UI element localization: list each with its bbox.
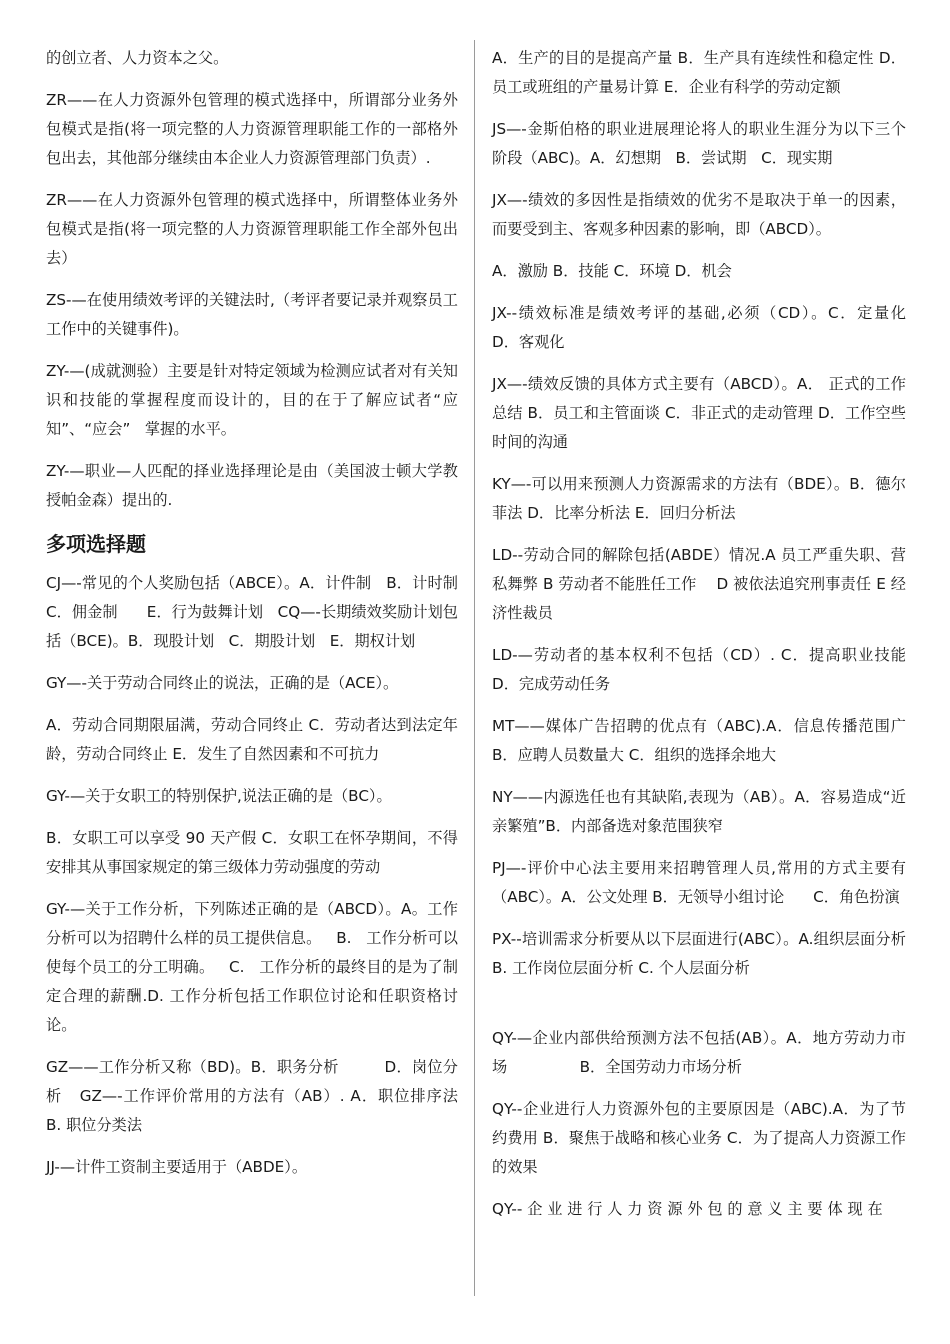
paragraph: JX—-绩效反馈的具体方式主要有（ABCD）。A． 正式的工作总结 B．员工和主管面谈 C．非正式的走动管理 D．工作空些时间的沟通 [492, 375, 906, 451]
paragraph: MT——媒体广告招聘的优点有（ABC).A．信息传播范围广 B．应聘人员数量大 C．组织的选择余地大 [492, 717, 921, 764]
blank-line [492, 996, 906, 1024]
paragraph: ZS-—在使用绩效考评的关键法时,（考评者要记录并观察员工工作中的关键事件)。 [46, 291, 458, 338]
paragraph: PX--培训需求分析要从以下层面进行(ABC）。A.组织层面分析 B. 工作岗位层面分析 C. 个人层面分析 [492, 930, 935, 977]
paragraph: ZY-—(成就测验）主要是针对特定领域为检测应试者对有关知识和技能的掌握程度而设计的，目的在于了解应试者“应知”、“应会” 掌握的水平。 [46, 362, 458, 438]
paragraph: CJ—-常见的个人奖励包括（ABCE）。A．计件制 B．计时制 C．佣金制 E．行为鼓舞计划 CQ—-长期绩效奖励计划包括（BCE)。B．现股计划 C．期股计划 E．期权计划 [46, 574, 463, 650]
paragraph: ZY-—职业—人匹配的择业选择理论是由（美国波士顿大学教授帕金森）提出的. [46, 462, 458, 509]
paragraph: ZR——在人力资源外包管理的模式选择中，所谓整体业务外包模式是指(将一项完整的人力资源管理职能工作全部外包出去） [46, 191, 458, 267]
paragraph: KY—-可以用来预测人力资源需求的方法有（BDE）。B．德尔菲法 D．比率分析法 E．回归分析法 [492, 475, 906, 522]
paragraph: LD-—劳动者的基本权利不包括（CD）. C．提高职业技能 D．完成劳动任务 [492, 646, 921, 693]
paragraph: LD--劳动合同的解除包括(ABDE）情况.A 员工严重失职、营私舞弊 B 劳动者不能胜任工作 D 被依法追究刑事责任 E 经济性裁员 [492, 546, 906, 622]
paragraph: A．激励 B．技能 C．环境 D．机会 [492, 262, 732, 280]
paragraph: JX—-绩效的多因性是指绩效的优劣不是取决于单一的因素，而要受到主、客观多种因素的影响，即（ABCD）。 [492, 191, 906, 238]
section-heading: 多项选择题 [46, 532, 146, 556]
paragraph: A．生产的目的是提高产量 B．生产具有连续性和稳定性 D．员工或班组的产量易计算 E．企业有科学的劳动定额 [492, 49, 906, 96]
paragraph: NY——内源选任也有其缺陷,表现为（AB）。A．容易造成“近亲繁殖”B．内部备选对象范围狭窄 [492, 788, 906, 835]
paragraph: GZ——工作分析又称（BD)。B．职务分析 D．岗位分析 GZ—-工作评价常用的方法有（AB）. A．职位排序法 B. 职位分类法 [46, 1058, 473, 1134]
paragraph: PJ—-评价中心法主要用来招聘管理人员,常用的方式主要有（ABC）。A．公文处理 B．无领导小组讨论 C．角色扮演 [492, 859, 906, 906]
paragraph: 的创立者、人力资本之父。 [46, 49, 229, 67]
column-divider [474, 40, 475, 1296]
paragraph: GY-—关于工作分析，下列陈述正确的是（ABCD）。A。工作分析可以为招聘什么样的员工提供信息。 B. 工作分析可以使每个员工的分工明确。 C. 工作分析的最终目的是为了制定合理的薪酬.D. 工作分析包括工作职位讨论和任职资格讨论。 [46, 900, 458, 1034]
paragraph: GY-—关于女职工的特别保护,说法正确的是（BC）。 [46, 787, 392, 805]
paragraph: JX--绩效标准是绩效考评的基础,必须（CD）。C．定量化 D．客观化 [492, 304, 921, 351]
paragraph: JS—-金斯伯格的职业进展理论将人的职业生涯分为以下三个阶段（ABC)。A．幻想期 B．尝试期 C．现实期 [492, 120, 906, 167]
paragraph: ZR——在人力资源外包管理的模式选择中，所谓部分业务外包模式是指(将一项完整的人力资源管理职能工作的一部格外包出去，其他部分继续由本企业人力资源管理部门负责）. [46, 91, 458, 167]
paragraph: B．女职工可以享受 90 天产假 C．女职工在怀孕期间，不得安排其从事国家规定的第三级体力劳动强度的劳动 [46, 829, 458, 876]
paragraph: JJ-—计件工资制主要适用于（ABDE）。 [46, 1158, 308, 1176]
paragraph: QY-- 企 业 进 行 人 力 资 源 外 包 的 意 义 主 要 体 现 在 [492, 1200, 883, 1218]
paragraph: QY--企业进行人力资源外包的主要原因是（ABC).A．为了节约费用 B．聚焦于战略和核心业务 C．为了提高人力资源工作的效果 [492, 1100, 906, 1176]
right-column [492, 44, 935, 1237]
paragraph: QY-—企业内部供给预测方法不包括(AB）。A．地方劳动力市场 B．全国劳动力市场分析 [492, 1029, 906, 1076]
paragraph: GY—-关于劳动合同终止的说法，正确的是（ACE）。 [46, 674, 399, 692]
left-column [46, 44, 473, 1195]
paragraph: A．劳动合同期限届满，劳动合同终止 C．劳动者达到法定年龄，劳动合同终止 E．发生了自然因素和不可抗力 [46, 716, 458, 763]
